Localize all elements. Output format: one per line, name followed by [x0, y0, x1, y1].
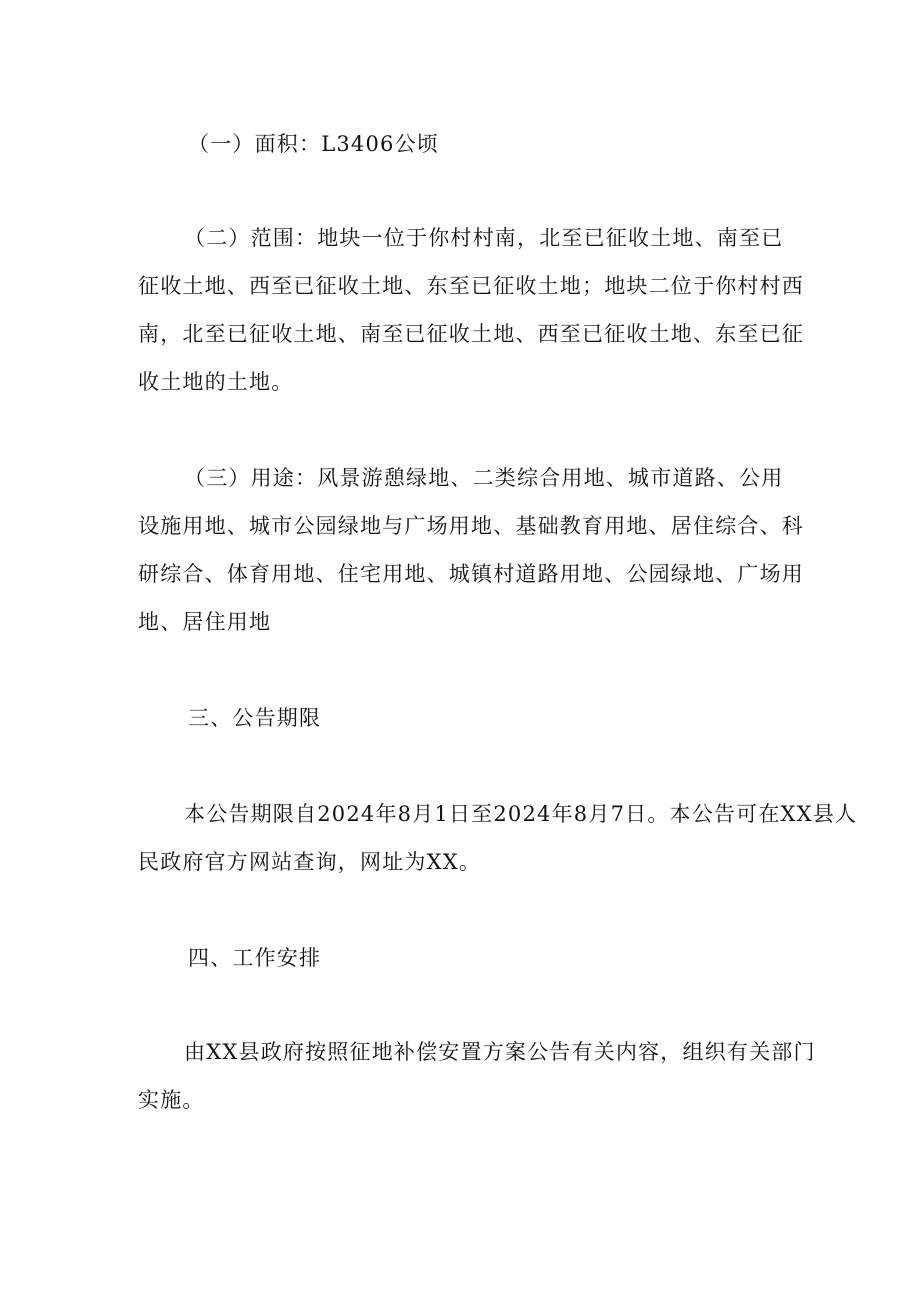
usage-line: 设施用地、城市公园绿地与广场用地、基础教育用地、居住综合、科: [138, 514, 804, 538]
scope-line: 征收土地、西至已征收土地、东至已征收土地；地块二位于你村村西: [138, 274, 804, 298]
area-item: [188, 120, 439, 168]
section4-line: 由XX县政府按照征地补偿安置方案公告有关内容，组织有关部门: [184, 1040, 816, 1064]
section4-paragraph: [138, 1028, 816, 1124]
usage-line: 地、居住用地: [138, 610, 272, 634]
scope-line: 收土地的土地。: [138, 370, 294, 394]
usage-line: （三）用途：风景游憩绿地、二类综合用地、城市道路、公用: [184, 466, 784, 490]
usage-line: 研综合、体育用地、住宅用地、城镇村道路用地、公园绿地、广场用: [138, 562, 804, 586]
scope-line: 南，北至已征收土地、南至已征收土地、西至已征收土地、东至已征: [138, 322, 804, 346]
scope-line: （二）范围：地块一位于你村村南，北至已征收土地、南至已: [184, 226, 784, 250]
section3-line: 民政府官方网站查询，网址为XX。: [138, 850, 482, 874]
section4-line: 实施。: [138, 1088, 205, 1112]
section3-heading: [188, 694, 321, 742]
section4-heading-text: 四、工作安排: [188, 946, 322, 970]
section4-heading: [188, 934, 321, 982]
section3-paragraph: [138, 790, 858, 886]
scope-paragraph: [138, 214, 804, 406]
section3-heading-text: 三、公告期限: [188, 706, 322, 730]
area-text: （一）面积：L3406公顷: [188, 132, 439, 156]
section3-line: 本公告期限自2024年8月1日至2024年8月7日。本公告可在XX县人: [184, 802, 858, 826]
usage-paragraph: [138, 454, 804, 646]
